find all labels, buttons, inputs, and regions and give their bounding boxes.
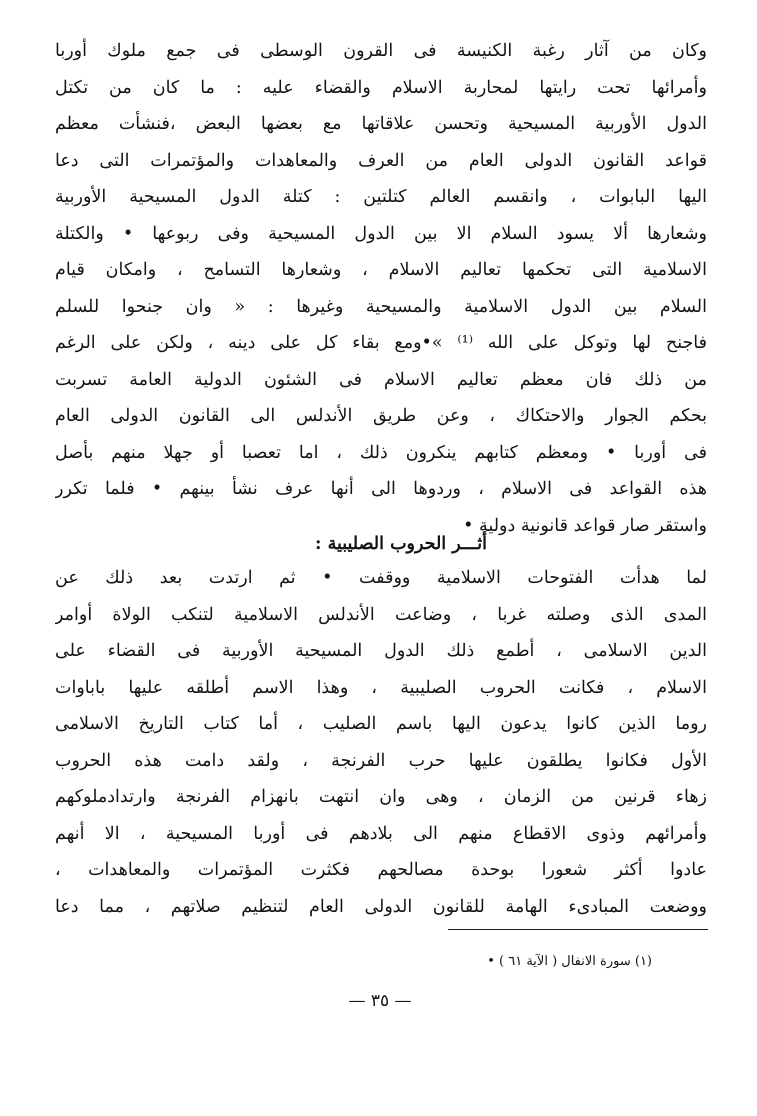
text-line: لما هدأت الفتوحات الاسلامية ووقفت • ثم ارتدت بعد ذلك عن [55, 568, 707, 588]
section-heading: أثـــر الحروب الصليبية : [315, 534, 487, 554]
text-line: وشعارها ألا يسود السلام الا بين الدول المسيحية وفى ربوعها • والكتلة [55, 223, 707, 244]
text-line: زهاء قرنين من الزمان ، وهى وان انتهت بانهزام الفرنجة وارتدادملوكهم [55, 787, 707, 807]
text-line: الأول فكانوا يطلقون عليها حرب الفرنجة ، ولقد دامت هذه الحروب [55, 750, 707, 771]
text-line: بحكم الجوار والاحتكاك ، وعن طريق الأندلس الى القانون الدولى العام [55, 406, 707, 426]
footnote: (١) سورة الانفال ( الآية ٦١ ) • [487, 954, 652, 969]
text-line: الاسلام ، فكانت الحروب الصليبية ، وهذا الاسم أطلقه عليها باباوات [55, 677, 707, 698]
text-line: الاسلامية التى تحكمها تعاليم الاسلام ، وشعارها التسامح ، وامكان قيام [55, 260, 707, 280]
page-number: — ٣٥ — [348, 991, 412, 1011]
text-line: عادوا أكثر شعورا بوحدة مصالحهم فكثرت المؤتمرات والمعاهدات ، [55, 860, 707, 880]
text-line: الدول الأوربية المسيحية وتحسن علاقاتها مع بعضها البعض ،فنشأت معظم [55, 114, 707, 134]
text-line: المدى الذى وصلته غربا ، وضاعت الأندلس الاسلامية لتنكب الولاة أوامر [55, 604, 707, 625]
text-line: من ذلك فان معظم تعاليم الاسلام فى الشئون الدولية العامة تسربت [55, 369, 707, 390]
text-line: ووضعت المبادىء الهامة للقانون الدولى العام لتنظيم صلاتهم ، مما دعا [55, 896, 707, 917]
text-line: قواعد القانون الدولى العام من العرف والمعاهدات والمؤتمرات التى دعا [55, 150, 707, 171]
text-line: وأمرائها تحت رايتها لمحاربة الاسلام والقضاء عليه : ما كان من تكتل [55, 77, 707, 98]
paragraph-church-influence [55, 33, 707, 544]
text-line: فى أوربا • ومعظم كتابهم ينكرون ذلك ، اما تعصبا أو جهلا منهم بأصل [55, 442, 707, 463]
text-line: روما الذين كانوا يدعون اليها باسم الصليب ، أما كتاب التاريخ الاسلامى [55, 714, 707, 734]
footnote-divider [448, 929, 708, 930]
text-line: هذه القواعد فى الاسلام ، وردوها الى أنها عرف نشأ بينهم • فلما تكرر [55, 479, 707, 499]
text-line: وكان من آثار رغبة الكنيسة فى القرون الوسطى فى جمع ملوك أوربا [55, 41, 707, 61]
text-line: فاجنح لها وتوكل على الله ⁽¹⁾ »•ومع بقاء كل على دينه ، ولكن على الرغم [55, 333, 707, 353]
text-line: واستقر صار قواعد قانونية دولية • [463, 515, 707, 536]
text-line: اليها البابوات ، وانقسم العالم كتلتين : كتلة الدول المسيحية الأوربية [55, 187, 707, 207]
text-line: السلام بين الدول الاسلامية والمسيحية وغيرها : « وان جنحوا للسلم [55, 296, 707, 317]
text-line: الدين الاسلامى ، أطمع ذلك الدول المسيحية الأوربية فى القضاء على [55, 641, 707, 661]
text-line: وأمرائهم وذوى الاقطاع منهم الى بلادهم فى أوربا المسيحية ، الا أنهم [55, 823, 707, 844]
paragraph-crusades [55, 560, 707, 925]
